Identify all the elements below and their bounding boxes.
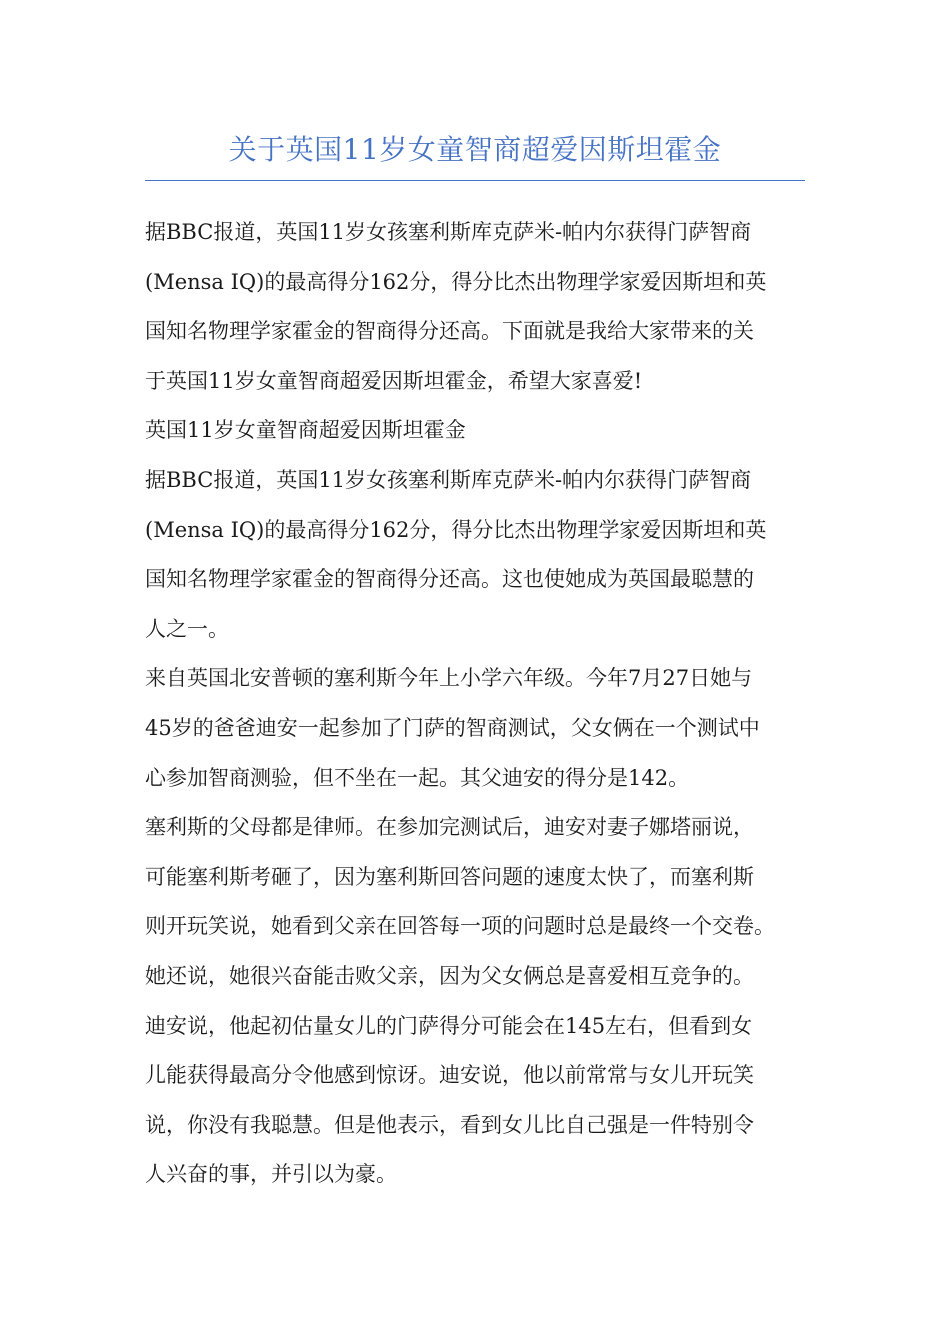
body-line: (Mensa IQ)的最高得分162分，得分比杰出物理学家爱因斯坦和英 xyxy=(145,517,767,542)
body-line: 国知名物理学家霍金的智商得分还高。这也使她成为英国最聪慧的 xyxy=(145,567,754,592)
document-title: 关于英国11岁女童智商超爱因斯坦霍金 xyxy=(228,133,722,166)
body-line: 塞利斯的父母都是律师。在参加完测试后，迪安对妻子娜塔丽说， xyxy=(145,815,754,840)
body-line: 人之一。 xyxy=(145,616,229,641)
body-line: (Mensa IQ)的最高得分162分，得分比杰出物理学家爱因斯坦和英 xyxy=(145,269,767,294)
body-line: 据BBC报道，英国11岁女孩塞利斯库克萨米-帕内尔获得门萨智商 xyxy=(145,220,752,244)
body-line: 来自英国北安普顿的塞利斯今年上小学六年级。今年7月27日她与 xyxy=(145,666,753,691)
body-line: 儿能获得最高分令他感到惊讶。迪安说，他以前常常与女儿开玩笑 xyxy=(145,1063,754,1088)
body-line: 说，你没有我聪慧。但是他表示，看到女儿比自己强是一件特别令 xyxy=(145,1112,754,1137)
body-line: 国知名物理学家霍金的智商得分还高。下面就是我给大家带来的关 xyxy=(145,319,754,344)
document-body xyxy=(145,208,825,1200)
body-line: 心参加智商测验，但不坐在一起。其父迪安的得分是142。 xyxy=(145,765,690,790)
title-underline xyxy=(145,180,805,181)
body-line: 于英国11岁女童智商超爱因斯坦霍金，希望大家喜爱! xyxy=(145,368,643,393)
body-line: 人兴奋的事，并引以为豪。 xyxy=(145,1162,397,1187)
body-line: 据BBC报道，英国11岁女孩塞利斯库克萨米-帕内尔获得门萨智商 xyxy=(145,467,752,492)
body-line: 迪安说，他起初估量女儿的门萨得分可能会在145左右，但看到女 xyxy=(145,1013,753,1038)
section-heading: 英国11岁女童智商超爱因斯坦霍金 xyxy=(145,418,466,443)
body-line: 45岁的爸爸迪安一起参加了门萨的智商测试，父女俩在一个测试中 xyxy=(145,715,760,740)
body-line: 则开玩笑说，她看到父亲在回答每一项的问题时总是最终一个交卷。 xyxy=(145,914,775,939)
body-line: 她还说，她很兴奋能击败父亲，因为父女俩总是喜爱相互竞争的。 xyxy=(145,963,754,988)
body-line: 可能塞利斯考砸了，因为塞利斯回答问题的速度太快了，而塞利斯 xyxy=(145,864,754,889)
